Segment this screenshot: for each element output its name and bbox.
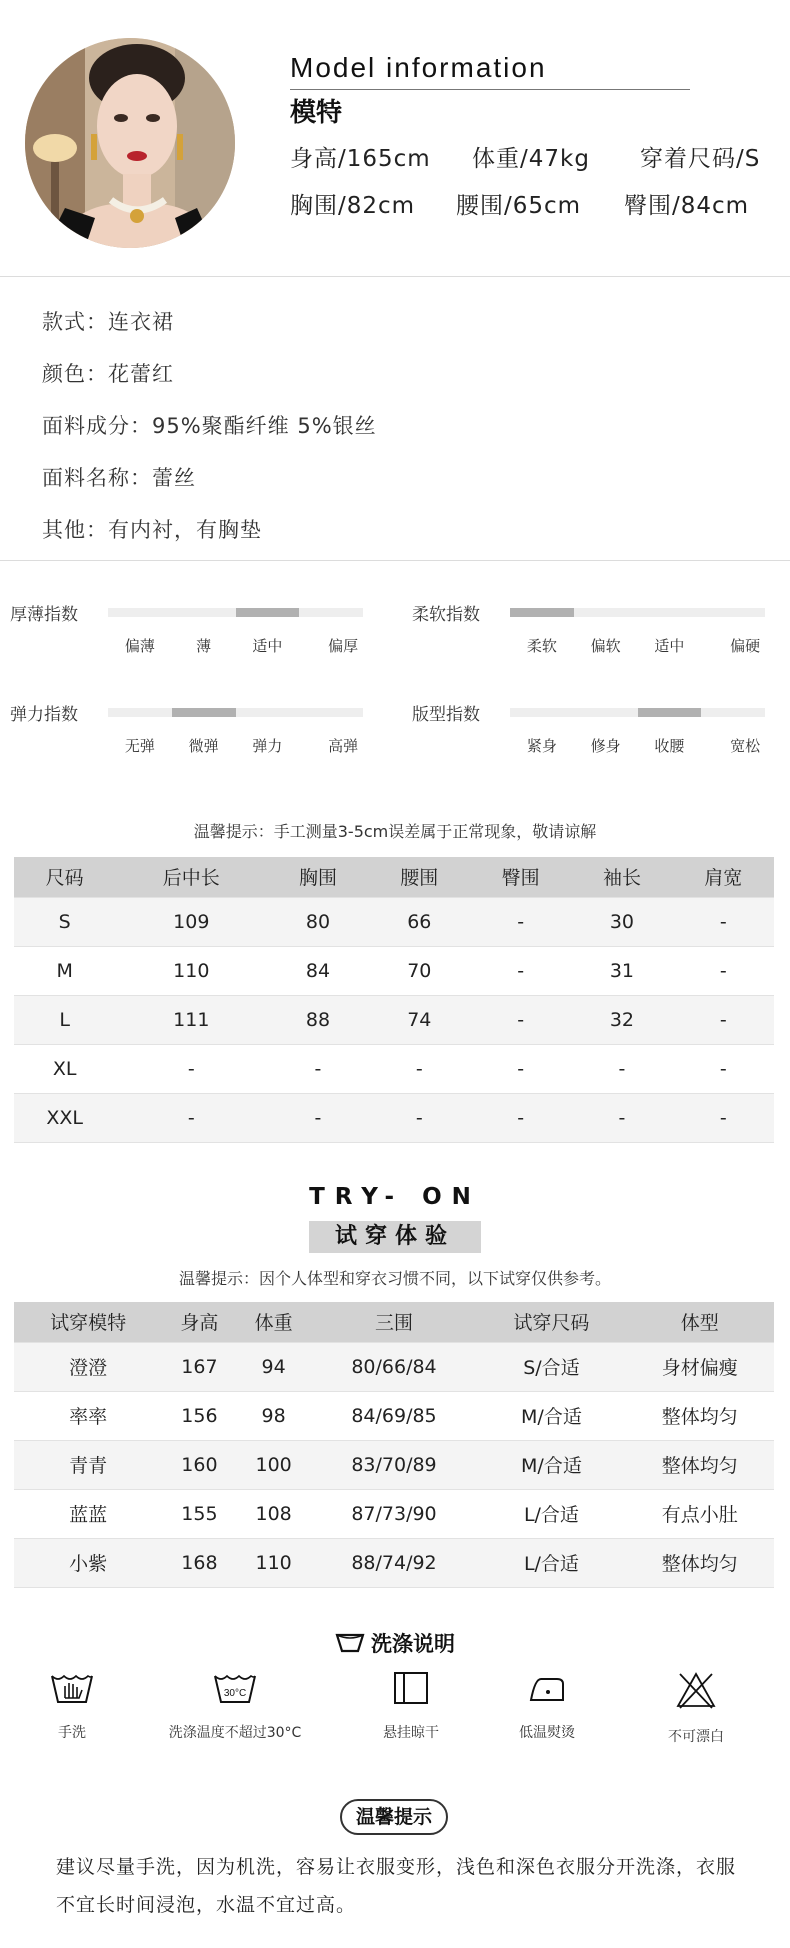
wash-label-hand: 手洗: [58, 1725, 86, 1741]
tryon-table-row: [14, 1391, 774, 1440]
table-header-cell: 臀围: [470, 857, 571, 897]
table-cell: 30: [571, 897, 672, 946]
wash-label-30: 洗涤温度不超过30°C: [168, 1725, 302, 1741]
table-cell: 身材偏瘦: [626, 1342, 774, 1391]
table-cell: XL: [14, 1044, 115, 1093]
table-cell: -: [267, 1093, 368, 1142]
table-cell: -: [470, 1093, 571, 1142]
index-title: 版型指数: [412, 705, 480, 725]
table-header-cell: 试穿模特: [14, 1302, 162, 1342]
wash-item-hang: [336, 1670, 486, 1742]
index-fill: [638, 708, 702, 717]
table-cell: 整体均匀: [626, 1440, 774, 1489]
index-title: 弹力指数: [10, 705, 78, 725]
wash-30-icon-text: 30°C: [223, 1688, 247, 1699]
index-label: 收腰: [654, 737, 685, 755]
table-cell: 167: [162, 1342, 236, 1391]
table-cell: 66: [369, 897, 470, 946]
model-subtitle: 模特: [290, 98, 343, 128]
model-title-divider: [290, 89, 690, 90]
table-cell: 156: [162, 1391, 236, 1440]
wash-item-hand: [0, 1670, 147, 1742]
tryon-table-header: [14, 1302, 774, 1342]
index-track: [108, 608, 363, 617]
model-avatar: [25, 38, 235, 248]
model-size: 穿着尺码/S: [640, 146, 761, 172]
table-cell: -: [673, 897, 774, 946]
hand-wash-icon: [49, 1670, 95, 1706]
table-cell: L/合适: [477, 1489, 625, 1538]
index-label: 修身: [590, 737, 621, 755]
table-header-cell: 体重: [237, 1302, 311, 1342]
size-table-header: [14, 857, 774, 897]
wash-label-hang: 悬挂晾干: [383, 1725, 439, 1741]
tryon-title-cn: 试穿体验: [309, 1221, 481, 1253]
wash-title-label: 洗涤说明: [371, 1632, 455, 1656]
table-cell: -: [470, 946, 571, 995]
table-header-cell: 袖长: [571, 857, 672, 897]
index-label: 偏厚: [328, 637, 359, 655]
table-header-cell: 尺码: [14, 857, 115, 897]
wash-label-iron: 低温熨烫: [519, 1725, 575, 1741]
product-composition: 面料成分：95%聚酯纤维 5%银丝: [42, 414, 377, 438]
index-label: 高弹: [328, 737, 359, 755]
table-cell: -: [571, 1093, 672, 1142]
table-cell: 有点小肚: [626, 1489, 774, 1538]
model-section: [0, 0, 790, 276]
table-cell: 110: [237, 1538, 311, 1587]
index-label: 适中: [252, 637, 283, 655]
tryon-table-row: [14, 1489, 774, 1538]
table-cell: 32: [571, 995, 672, 1044]
table-cell: S: [14, 897, 115, 946]
index-label: 适中: [654, 637, 685, 655]
wash-30-icon: [212, 1670, 258, 1706]
index-label: 柔软: [526, 637, 557, 655]
table-cell: 澄澄: [14, 1342, 162, 1391]
tip-badge: 温馨提示: [340, 1799, 448, 1835]
wash-label-bleach: 不可漂白: [668, 1729, 724, 1745]
table-cell: 109: [115, 897, 267, 946]
product-fabric: 面料名称：蕾丝: [42, 466, 196, 490]
table-cell: 83/70/89: [311, 1440, 478, 1489]
index-track: [108, 708, 363, 717]
table-cell: 110: [115, 946, 267, 995]
table-cell: 率率: [14, 1391, 162, 1440]
product-style: 款式：连衣裙: [42, 310, 174, 334]
table-cell: -: [673, 1093, 774, 1142]
tryon-note: 温馨提示：因个人体型和穿衣习惯不同，以下试穿仅供参考。: [178, 1269, 611, 1288]
index-title: 厚薄指数: [10, 605, 78, 625]
table-header-cell: 试穿尺码: [477, 1302, 625, 1342]
wash-item-30: [160, 1670, 310, 1742]
low-iron-icon: [527, 1670, 567, 1706]
table-cell: 94: [237, 1342, 311, 1391]
size-table-row: [14, 995, 774, 1044]
table-cell: 31: [571, 946, 672, 995]
index-label: 薄: [196, 637, 212, 655]
product-color: 颜色：花蕾红: [42, 362, 174, 386]
index-fill: [236, 608, 300, 617]
index-label: 偏硬: [730, 637, 761, 655]
table-cell: S/合适: [477, 1342, 625, 1391]
table-cell: -: [673, 946, 774, 995]
model-title: Model information: [290, 52, 547, 83]
table-cell: 98: [237, 1391, 311, 1440]
tryon-table-row: [14, 1440, 774, 1489]
table-cell: 160: [162, 1440, 236, 1489]
table-cell: 小紫: [14, 1538, 162, 1587]
table-header-cell: 体型: [626, 1302, 774, 1342]
table-cell: -: [673, 1044, 774, 1093]
wash-title: [0, 1628, 790, 1659]
table-cell: 80: [267, 897, 368, 946]
table-cell: 87/73/90: [311, 1489, 478, 1538]
table-cell: -: [470, 995, 571, 1044]
table-cell: L/合适: [477, 1538, 625, 1587]
model-height: 身高/165cm: [290, 146, 431, 172]
size-table-row: [14, 897, 774, 946]
table-cell: -: [369, 1044, 470, 1093]
table-cell: -: [115, 1093, 267, 1142]
table-cell: M/合适: [477, 1391, 625, 1440]
table-cell: XXL: [14, 1093, 115, 1142]
model-waist: 腰围/65cm: [456, 193, 582, 219]
table-header-cell: 胸围: [267, 857, 368, 897]
index-label: 偏软: [590, 637, 621, 655]
index-fill: [510, 608, 574, 617]
table-cell: 100: [237, 1440, 311, 1489]
table-cell: M: [14, 946, 115, 995]
table-header-cell: 三围: [311, 1302, 478, 1342]
wash-item-bleach: [621, 1670, 771, 1746]
index-label: 紧身: [526, 737, 557, 755]
index-fill: [172, 708, 236, 717]
table-cell: 80/66/84: [311, 1342, 478, 1391]
table-header-cell: 后中长: [115, 857, 267, 897]
product-other: 其他：有内衬，有胸垫: [42, 518, 262, 542]
model-bust: 胸围/82cm: [290, 193, 416, 219]
table-cell: 108: [237, 1489, 311, 1538]
index-track: [510, 708, 765, 717]
table-cell: 74: [369, 995, 470, 1044]
size-table: [14, 857, 774, 1143]
size-table-row: [14, 1044, 774, 1093]
tryon-title-en: TRY- ON: [309, 1184, 481, 1210]
table-cell: -: [115, 1044, 267, 1093]
tryon-table-row: [14, 1342, 774, 1391]
table-cell: 84: [267, 946, 368, 995]
table-cell: 整体均匀: [626, 1391, 774, 1440]
index-label: 弹力: [252, 737, 283, 755]
table-cell: M/合适: [477, 1440, 625, 1489]
table-cell: -: [470, 897, 571, 946]
basin-icon: [335, 1632, 365, 1659]
table-cell: 88/74/92: [311, 1538, 478, 1587]
index-label: 偏薄: [124, 637, 155, 655]
table-cell: 88: [267, 995, 368, 1044]
table-cell: 111: [115, 995, 267, 1044]
model-hip: 臀围/84cm: [624, 193, 750, 219]
size-table-row: [14, 946, 774, 995]
no-bleach-icon: [674, 1670, 718, 1710]
table-cell: 155: [162, 1489, 236, 1538]
divider: [0, 560, 790, 561]
hang-dry-icon: [392, 1670, 430, 1706]
table-cell: -: [571, 1044, 672, 1093]
table-cell: -: [267, 1044, 368, 1093]
divider: [0, 276, 790, 277]
wash-item-iron: [472, 1670, 622, 1742]
tryon-table-row: [14, 1538, 774, 1587]
index-label: 宽松: [730, 737, 761, 755]
table-cell: -: [470, 1044, 571, 1093]
table-cell: 70: [369, 946, 470, 995]
table-cell: L: [14, 995, 115, 1044]
size-table-note: 温馨提示：手工测量3-5cm误差属于正常现象，敬请谅解: [193, 822, 597, 841]
table-cell: 84/69/85: [311, 1391, 478, 1440]
table-cell: -: [369, 1093, 470, 1142]
table-header-cell: 肩宽: [673, 857, 774, 897]
index-title: 柔软指数: [412, 605, 480, 625]
table-cell: 青青: [14, 1440, 162, 1489]
table-cell: -: [673, 995, 774, 1044]
table-cell: 整体均匀: [626, 1538, 774, 1587]
table-cell: 168: [162, 1538, 236, 1587]
table-header-cell: 腰围: [369, 857, 470, 897]
index-track: [510, 608, 765, 617]
index-label: 微弹: [188, 737, 219, 755]
model-weight: 体重/47kg: [472, 146, 590, 172]
size-table-row: [14, 1093, 774, 1142]
table-header-cell: 身高: [162, 1302, 236, 1342]
index-label: 无弹: [124, 737, 155, 755]
model-photo-icon: [25, 38, 235, 248]
table-cell: 蓝蓝: [14, 1489, 162, 1538]
tryon-table: [14, 1302, 774, 1588]
tip-text: 建议尽量手洗，因为机洗，容易让衣服变形，浅色和深色衣服分开洗涤，衣服不宜长时间浸泡，水温不宜过高。: [56, 1856, 737, 1916]
